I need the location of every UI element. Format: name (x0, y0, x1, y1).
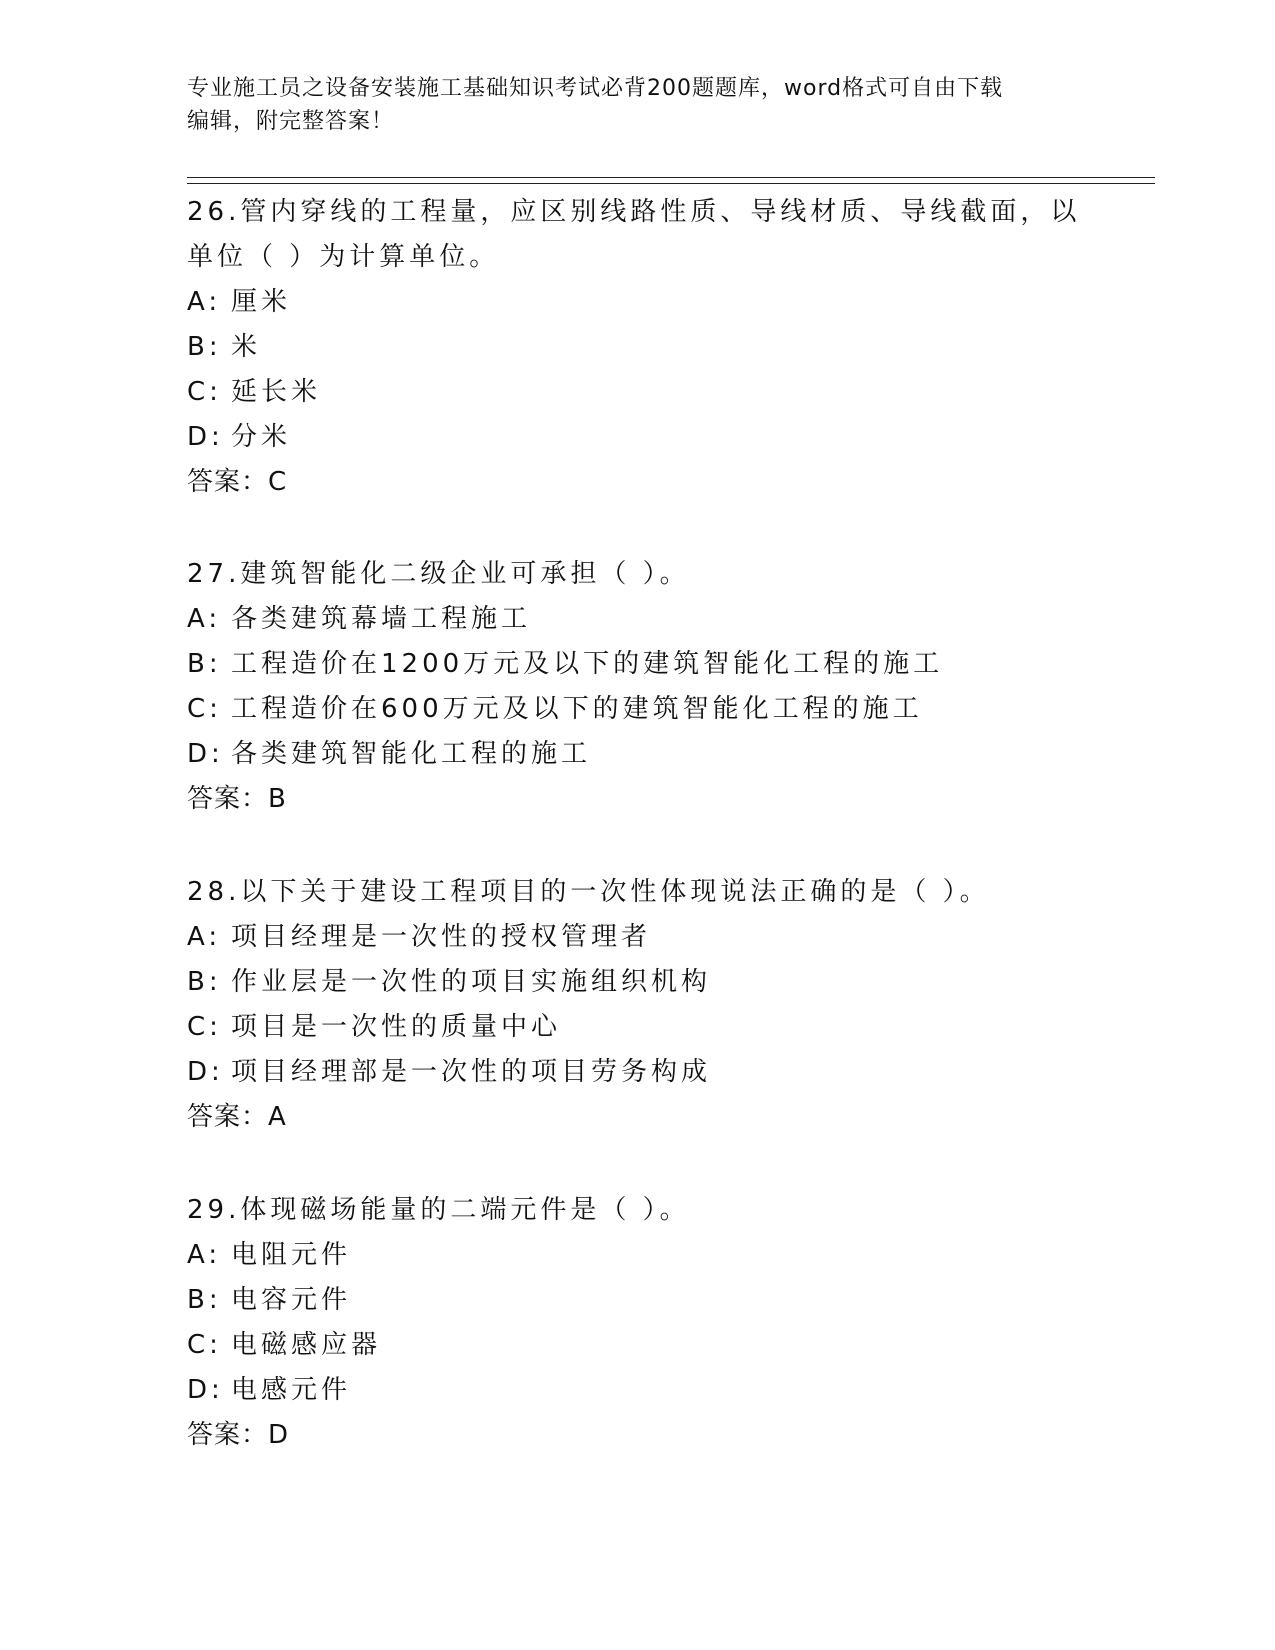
option-key: B: (187, 332, 222, 362)
option-text: 电阻元件 (231, 1240, 352, 1270)
option-text: 厘米 (231, 287, 292, 317)
option-key: B: (187, 1285, 222, 1315)
header-line-2: 编辑，附完整答案！ (187, 109, 395, 134)
option-key: C: (187, 694, 222, 724)
header-line-1: 专业施工员之设备安装施工基础知识考试必背200题题库，word格式可自由下载 (187, 76, 1004, 101)
answer: 答案：A (187, 1102, 287, 1132)
option-text: 作业层是一次性的项目实施组织机构 (231, 967, 712, 997)
option-key: D: (187, 422, 224, 452)
option-c (187, 1323, 1087, 1368)
option-text: 工程造价在1200万元及以下的建筑智能化工程的施工 (231, 649, 944, 679)
option-c (187, 687, 1087, 732)
option-text: 电磁感应器 (231, 1330, 382, 1360)
answer: 答案：D (187, 1420, 290, 1450)
option-key: D: (187, 1057, 224, 1087)
option-a (187, 597, 1087, 642)
option-key: B: (187, 967, 222, 997)
question-27 (187, 552, 1087, 822)
document-header (187, 72, 1087, 138)
option-b (187, 642, 1087, 687)
option-text: 项目经理是一次性的授权管理者 (231, 922, 652, 952)
option-text: 项目是一次性的质量中心 (231, 1012, 562, 1042)
header-divider-bottom (187, 183, 1155, 184)
option-key: A: (187, 604, 222, 634)
option-c (187, 1005, 1087, 1050)
answer: 答案：C (187, 467, 288, 497)
option-a (187, 1233, 1087, 1278)
option-b (187, 960, 1087, 1005)
option-key: B: (187, 649, 222, 679)
option-d (187, 732, 1087, 777)
option-key: D: (187, 739, 224, 769)
option-b (187, 1278, 1087, 1323)
option-text: 延长米 (231, 377, 322, 407)
question-stem: 26.管内穿线的工程量，应区别线路性质、导线材质、导线截面，以单位（ ）为计算单位。 (187, 197, 1081, 272)
question-29 (187, 1188, 1087, 1458)
option-d (187, 1050, 1087, 1095)
option-text: 电感元件 (231, 1375, 352, 1405)
option-text: 工程造价在600万元及以下的建筑智能化工程的施工 (231, 694, 923, 724)
option-c (187, 370, 1087, 415)
option-text: 各类建筑幕墙工程施工 (231, 604, 532, 634)
question-stem: 28.以下关于建设工程项目的一次性体现说法正确的是（ ）。 (187, 877, 990, 907)
option-key: A: (187, 287, 222, 317)
option-d (187, 1368, 1087, 1413)
option-d (187, 415, 1087, 460)
option-key: C: (187, 377, 222, 407)
answer: 答案：B (187, 784, 287, 814)
option-key: A: (187, 922, 222, 952)
option-key: C: (187, 1330, 222, 1360)
option-text: 各类建筑智能化工程的施工 (231, 739, 592, 769)
question-stem: 27.建筑智能化二级企业可承担（ ）。 (187, 559, 690, 589)
header-divider-top (187, 177, 1155, 178)
option-key: A: (187, 1240, 222, 1270)
option-key: C: (187, 1012, 222, 1042)
option-a (187, 915, 1087, 960)
option-a (187, 280, 1087, 325)
option-b (187, 325, 1087, 370)
option-key: D: (187, 1375, 224, 1405)
option-text: 项目经理部是一次性的项目劳务构成 (231, 1057, 712, 1087)
question-26 (187, 190, 1087, 505)
option-text: 电容元件 (231, 1285, 352, 1315)
question-28 (187, 870, 1087, 1140)
option-text: 米 (231, 332, 262, 362)
option-text: 分米 (231, 422, 292, 452)
question-stem: 29.体现磁场能量的二端元件是（ ）。 (187, 1195, 690, 1225)
